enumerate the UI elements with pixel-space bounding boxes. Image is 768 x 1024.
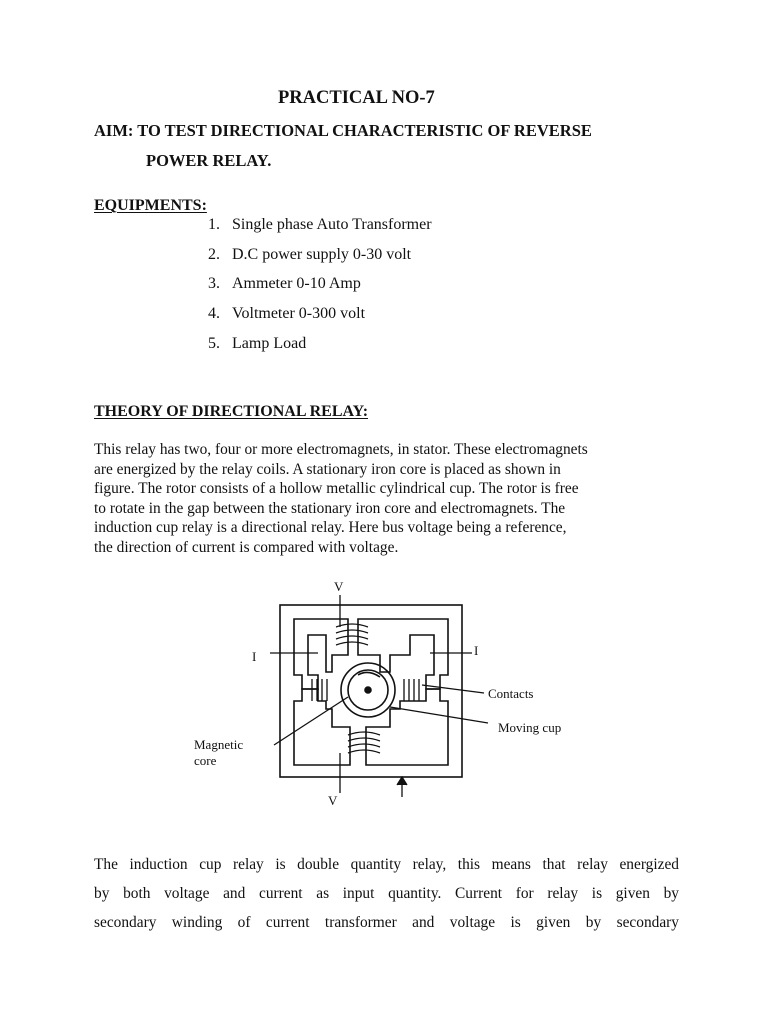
item-number: 4. bbox=[208, 305, 220, 322]
paragraph-2-line: The induction cup relay is double quantity relay, this means that relay energized bbox=[94, 856, 679, 873]
theory-line: the direction of current is compared with voltage. bbox=[94, 538, 399, 556]
paragraph-2 bbox=[94, 850, 679, 937]
equipment-item bbox=[208, 275, 361, 293]
label-i-left: I bbox=[252, 649, 257, 664]
aim-line-2: POWER RELAY. bbox=[146, 151, 272, 170]
item-number: 2. bbox=[208, 246, 220, 263]
item-text: Lamp Load bbox=[232, 335, 307, 352]
bottom-coil bbox=[348, 732, 380, 753]
theory-paragraph bbox=[94, 440, 694, 557]
label-moving-cup: Moving cup bbox=[498, 720, 562, 735]
label-core: core bbox=[194, 753, 217, 768]
item-number: 3. bbox=[208, 275, 220, 292]
theory-line: induction cup relay is a directional relay. Here bus voltage being a reference, bbox=[94, 519, 567, 536]
item-text: D.C power supply 0-30 volt bbox=[232, 246, 412, 263]
top-coil bbox=[336, 624, 368, 645]
label-contacts: Contacts bbox=[488, 686, 534, 701]
paragraph-2-line: secondary winding of current transformer and voltage is given by secondary bbox=[94, 914, 679, 931]
item-text: Voltmeter 0-300 volt bbox=[232, 305, 366, 322]
label-i-right: I bbox=[474, 643, 479, 658]
equipment-item bbox=[208, 305, 365, 323]
item-number: 5. bbox=[208, 335, 220, 352]
equipment-item bbox=[208, 216, 432, 234]
theory-line: are energized by the relay coils. A stationary iron core is placed as shown in bbox=[94, 460, 561, 478]
contact-arm bbox=[358, 672, 380, 677]
left-coil bbox=[312, 679, 327, 701]
item-number: 1. bbox=[208, 216, 220, 233]
bottom-right-magnet bbox=[366, 689, 448, 765]
paragraph-2-line: by both voltage and current as input quantity. Current for relay is given by bbox=[94, 885, 679, 902]
aim-line-1: AIM: TO TEST DIRECTIONAL CHARACTERISTIC OF REVERSE bbox=[94, 121, 592, 140]
top-left-magnet bbox=[294, 619, 348, 689]
top-right-magnet bbox=[358, 619, 448, 689]
theory-line: to rotate in the gap between the stationary iron core and electromagnets. The bbox=[94, 499, 566, 517]
relay-diagram bbox=[190, 575, 590, 815]
item-text: Ammeter 0-10 Amp bbox=[232, 275, 361, 292]
item-text: Single phase Auto Transformer bbox=[232, 216, 432, 233]
bottom-arrow-head bbox=[397, 777, 407, 785]
magnetic-core-pointer bbox=[274, 697, 348, 745]
moving-cup-pointer bbox=[390, 707, 488, 723]
label-v-bottom: V bbox=[328, 793, 338, 808]
theory-line: This relay has two, four or more electromagnets, in stator. These electromagnets bbox=[94, 441, 588, 458]
equipment-item bbox=[208, 335, 306, 353]
equipments-heading: EQUIPMENTS: bbox=[94, 197, 207, 214]
core-center bbox=[365, 687, 371, 693]
label-v-top: V bbox=[334, 579, 344, 594]
equipment-item bbox=[208, 246, 411, 264]
label-magnetic: Magnetic bbox=[194, 737, 244, 752]
theory-heading: THEORY OF DIRECTIONAL RELAY: bbox=[94, 403, 369, 420]
page-title: PRACTICAL NO-7 bbox=[278, 88, 435, 108]
right-coil bbox=[404, 679, 419, 701]
theory-line: figure. The rotor consists of a hollow metallic cylindrical cup. The rotor is free bbox=[94, 480, 579, 497]
